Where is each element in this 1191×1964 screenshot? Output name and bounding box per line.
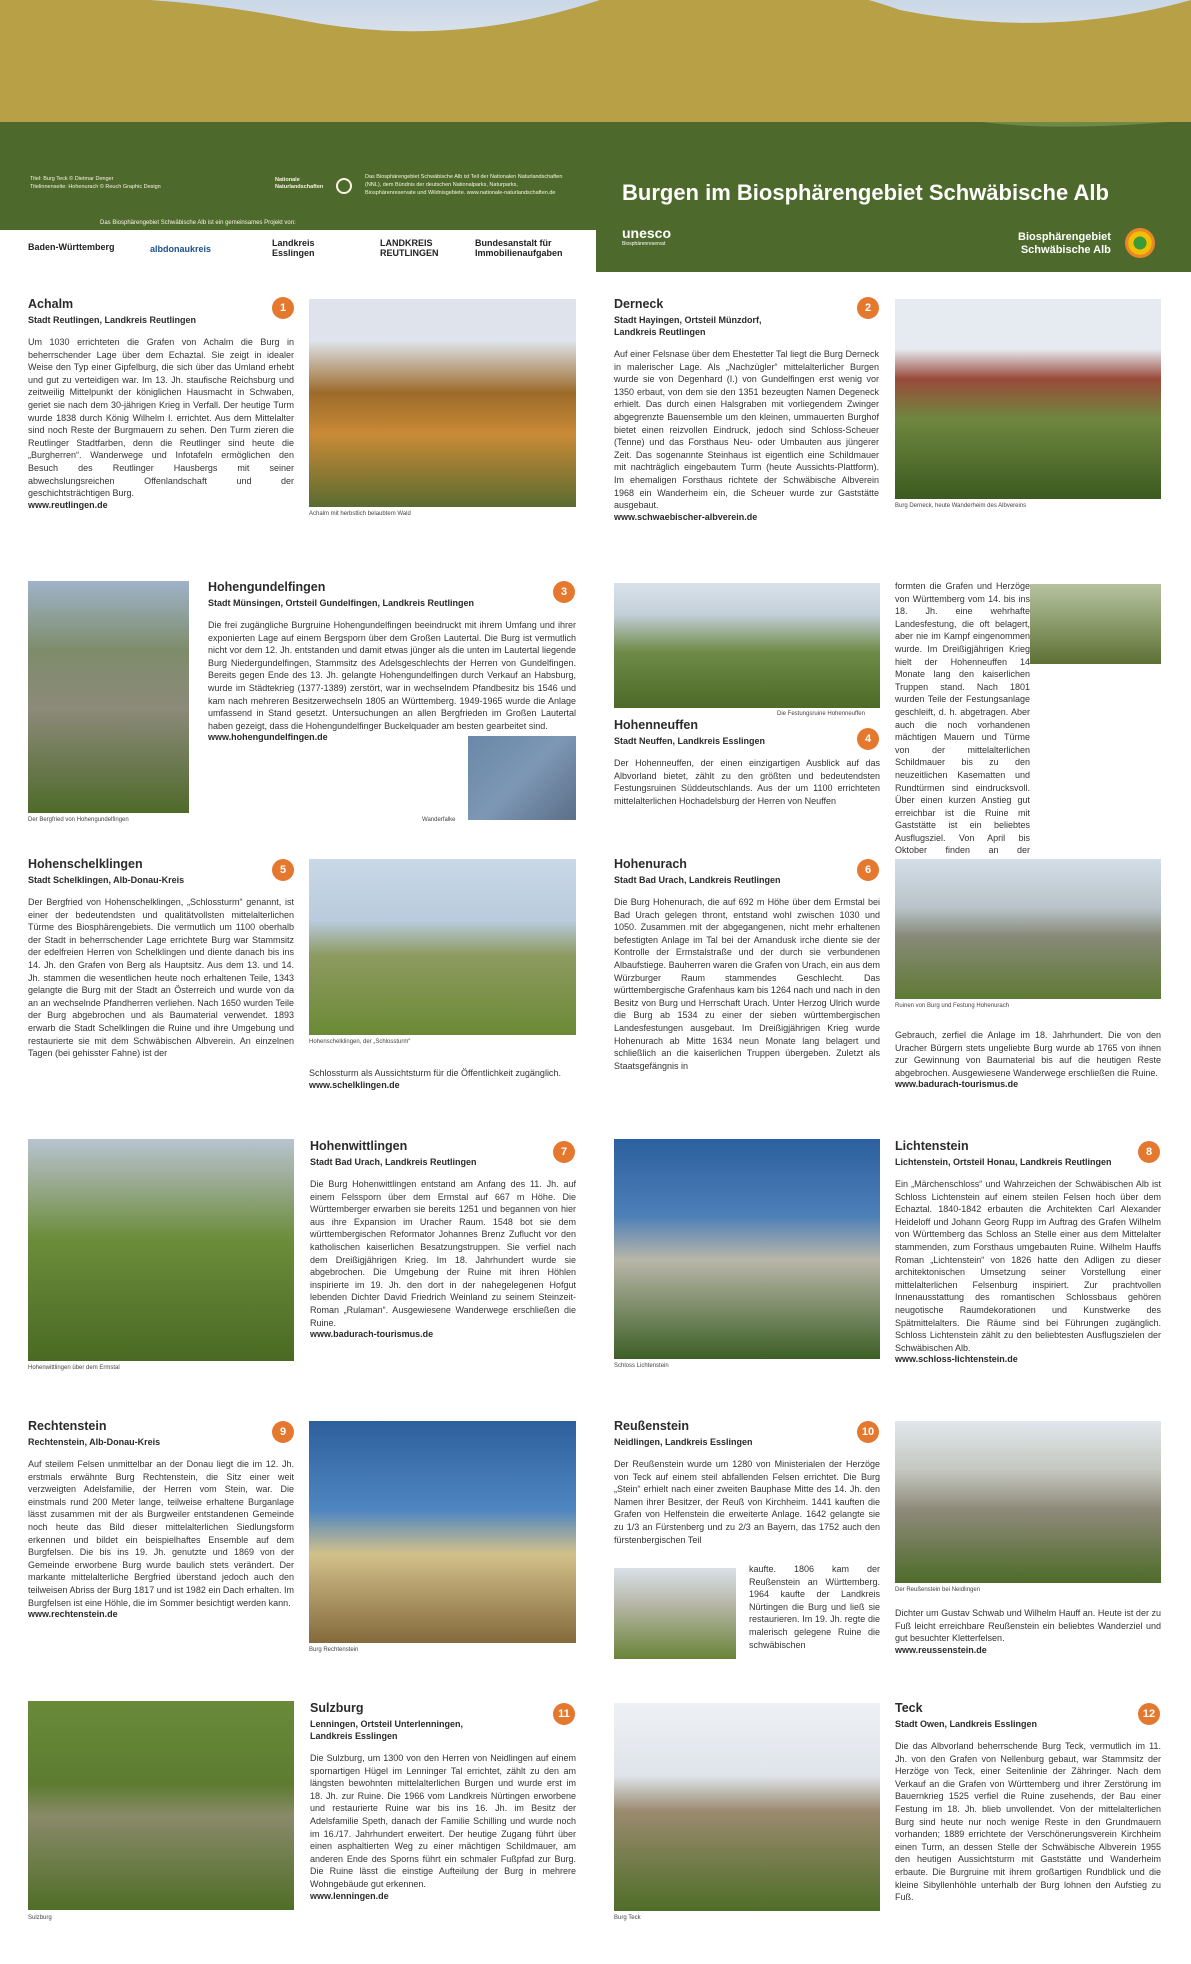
castle-number-badge: 4 xyxy=(857,728,879,750)
castle-link[interactable]: www.hohengundelfingen.de xyxy=(208,732,328,743)
photo-caption: Der Bergfried von Hohengundelfingen xyxy=(28,817,129,823)
castle-location: Lenningen, Ortsteil Unterlenningen, Landkreis Esslingen xyxy=(310,1719,464,1741)
photo-rechtenstein xyxy=(309,1421,576,1643)
castle-location: Stadt Bad Urach, Landkreis Reutlingen xyxy=(614,875,781,885)
castle-number-badge: 11 xyxy=(553,1703,575,1725)
photo-caption: Sulzburg xyxy=(28,1915,52,1921)
photo-caption: Der Reußenstein bei Neidlingen xyxy=(895,1587,981,1593)
photo-derneck xyxy=(895,299,1161,499)
logo-baden-wuerttemberg: Baden-Württemberg xyxy=(28,242,115,252)
castle-number-badge: 8 xyxy=(1138,1141,1160,1163)
castle-hohenschelklingen-cont xyxy=(309,1067,576,1090)
photo-credits: Titel: Burg Teck © Dietmar Denger Titelinnenseite: Hohenurach © Reuch Graphic Design xyxy=(30,176,161,190)
photo-caption: Ruinen von Burg und Festung Hohenurach xyxy=(895,1003,1010,1009)
sponsor-logos xyxy=(0,230,596,275)
castle-number-badge: 2 xyxy=(857,297,879,319)
castle-reussenstein xyxy=(614,1419,880,1546)
castle-number-badge: 6 xyxy=(857,859,879,881)
castle-text: Auf steilem Felsen unmittelbar an der Donau liegt die im 12. Jh. erstmals erwähnte Burg Rechtenstein, die Sitz einer weit verzweigten Adelsfamilie, der Herren vom Stein, war. Die einstmals rund 200 Meter lange, teilweise erhaltene Burganlage lässt zusammen mit der als Burgweiler entstandenen Gemeinde noch heute das Bild dieser mittelalterlichen Siedlungsform erkennen und bildet ein beispielhaftes Ensemble auf dem Burgfelsen. Die bis ins 19. Jh. genutzte und 1869 von der Gemeinde erworbene Burg wurde baulich stets verändert. Der markante mittelalterliche Bergfried überstand jedoch auch den teilweisen Abriss der Burg 1817 und ist 1982 ein Dach erhalten. Im Burgfelsen ist eine Höhle, die im Sommer besichtigt werden kann. xyxy=(28,1459,294,1608)
castle-title: Lichtenstein xyxy=(895,1139,969,1153)
castle-number-badge: 5 xyxy=(272,859,294,881)
np-logo-icon xyxy=(336,178,352,194)
photo-lichtenstein xyxy=(614,1139,880,1359)
castle-title: Hohenwittlingen xyxy=(310,1139,408,1153)
castle-location: Neidlingen, Landkreis Esslingen xyxy=(614,1437,753,1447)
logo-reutlingen: LANDKREIS REUTLINGEN xyxy=(380,238,439,258)
castle-lichtenstein xyxy=(895,1139,1161,1364)
castle-number-badge: 3 xyxy=(553,581,575,603)
castle-link[interactable]: www.lenningen.de xyxy=(310,1890,389,1901)
photo-achalm xyxy=(309,299,576,507)
castle-location: Stadt Bad Urach, Landkreis Reutlingen xyxy=(310,1157,477,1167)
castle-title: Reußenstein xyxy=(614,1419,690,1433)
photo-hohenschelklingen xyxy=(309,859,576,1035)
castle-text: Schlossturm als Aussichtsturm für die Öffentlichkeit zugänglich. xyxy=(309,1068,561,1078)
photo-reussenstein-small xyxy=(614,1568,736,1659)
castle-hohenurach xyxy=(614,857,880,1072)
castle-title: Hohenschelklingen xyxy=(28,857,143,871)
photo-caption: Burg Derneck, heute Wanderheim des Albvereins xyxy=(895,503,1027,509)
np-label: Nationale Naturlandschaften xyxy=(275,177,324,190)
castle-title: Rechtenstein xyxy=(28,1419,107,1433)
np-description: Das Biosphärengebiet Schwäbische Alb ist Teil der Nationalen Naturlandschaften (NNL), dem Bündnis der deutschen Nationalparks, Naturparks, Biosphärenreservate und Wildnisgebiete. www.nationale-naturlandschaften.de xyxy=(365,174,563,196)
photo-teck xyxy=(614,1703,880,1911)
castle-text: Dichter um Gustav Schwab und Wilhelm Hauff an. Heute ist der zu Fuß leicht erreichbare Reußenstein ein beliebtes Wanderziel und gut besuchter Kletterfelsen. xyxy=(895,1608,1161,1644)
castle-location: Stadt Neuffen, Landkreis Esslingen xyxy=(614,736,766,746)
castle-text: Der Reußenstein wurde um 1280 von Ministerialen der Herzöge von Teck auf einem steil abfallenden Felsen errichtet. Die Burg „Stein“ erhielt nach einer zweiten Bauphase Mitte des 14. Jh. den Namen ihrer Besitzer, der Reuß von Kirchheim. 1441 kauften die Grafen von Helfenstein die erweiterte Anlage. 1642 gelangte sie zu 1/3 an Fürstenberg und zu 2/3 an Bayern, das 1752 auch den fürstenbergischen Teil xyxy=(614,1459,880,1545)
photo-hohenurach xyxy=(895,859,1161,999)
castle-sulzburg xyxy=(310,1701,576,1901)
castle-title: Derneck xyxy=(614,297,664,311)
gold-band xyxy=(0,0,1191,122)
castle-text: Gebrauch, zerfiel die Anlage im 18. Jahrhundert. Die von den Uracher Bürgern stets ungeliebte Burg wurde ab 1765 von ihnen zur Gewinnung von Baumaterial bis auf die heutigen Reste abgebrochen. Ausgewiesene Wanderwege erschließen die Ruine. xyxy=(895,1030,1161,1078)
castle-text: Die Burg Hohenwittlingen entstand am Anfang des 11. Jh. auf einem Felssporn über dem Ermstal auf 667 m Höhe. Die Württemberger erwarben sie bereits 1251 und begannen von hier aus ihre Expansion im Uracher Raum. 1548 bot sie dem württembergischen Reformator Johannes Brenz Zuflucht vor den katholischen kaiserlichen Besatzungstruppen. Sie verfiel nach dem Dreißigjährigen Krieg. Im 18. Jahrhundert wurde sie abgebrochen. Die Umgebung der Ruine mit ihren Höhlen inspirierte im 19. Jh. den dort in der nahegelegenen Hofgut lebenden Dichter David Friedrich Weinland zu seinem Steinzeit-Roman „Rulaman“. Ausgewiesene Wanderwege erschließen die Ruine. xyxy=(310,1179,576,1328)
castle-text: Der Bergfried von Hohenschelklingen, „Schlossturm“ genannt, ist einer der bedeutendsten und qualitätvollsten mittelalterlichen Türme des Biosphärengebiets. Die vermutlich um 1100 oberhalb der Stadt in beherrschender Lage errichtete Burg war Stammsitz der edelfreien Herren von Schelklingen und diente danach bis ins 14. Jh. den Grafen von Berg als Hauptsitz. Aus dem 13. und 14. Jh. stammen die wesentlichen heute noch erhaltenen Teile, 1343 gelangte die Burg mit der Stadt an Österreich und wurde von da an an wechselnde Pfandherren verliehen. Nach 1650 wurden Teile der Burg abgebrochen und als Baumaterial verwendet. 1893 erwarb die Stadt Schelklingen die Ruine und ihre Umgebung und restaurierte sie mit dem Schwäbischen Albverein. An einzelnen Tagen (bei gehisster Fahne) ist der xyxy=(28,897,294,1059)
castle-title: Hohenneuffen xyxy=(614,718,699,732)
photo-wanderfalke xyxy=(468,736,576,820)
photo-sulzburg xyxy=(28,1701,294,1910)
photo-hohenwittlingen xyxy=(28,1139,294,1361)
logo-esslingen: Landkreis Esslingen xyxy=(272,238,315,258)
castle-link[interactable]: www.schwaebischer-albverein.de xyxy=(614,511,758,522)
castle-link[interactable]: www.reussenstein.de xyxy=(895,1644,987,1655)
unesco-label: unesco xyxy=(622,225,672,241)
biosphere-logo-icon xyxy=(1125,228,1155,258)
castle-number-badge: 9 xyxy=(272,1421,294,1443)
castle-number-badge: 10 xyxy=(857,1421,879,1443)
photo-caption: Hohenwittlingen über dem Ermstal xyxy=(28,1365,120,1371)
castle-link[interactable]: www.schelklingen.de xyxy=(309,1079,400,1090)
castle-hohenneuffen xyxy=(614,718,880,807)
castle-location: Stadt Münsingen, Ortsteil Gundelfingen, Landkreis Reutlingen xyxy=(208,598,475,608)
castle-number-badge: 12 xyxy=(1138,1703,1160,1725)
castle-title: Achalm xyxy=(28,297,74,311)
page-title: Burgen im Biosphärengebiet Schwäbische Alb xyxy=(622,180,1109,205)
photo-hohenneuffen-aerial xyxy=(1030,584,1161,664)
unesco-logo xyxy=(622,225,671,247)
photo-caption: Achalm mit herbstlich belaubtem Wald xyxy=(309,511,411,517)
castle-title: Hohengundelfingen xyxy=(208,580,326,594)
castle-text: Um 1030 errichteten die Grafen von Achalm die Burg in beherrschender Lage über dem Echaztal. Sie zeigt in idealer Weise den Typ einer Gipfelburg, die sich über das Umland erhebt und gut zu verteidigen war. Im 13. Jh. staufische Reichsburg und zeitweilig Mittelpunkt der königlichen Hausmacht in Schwaben, geriet sie nach dem 30-jährigen Krieg in Verfall. Der heutige Turm wurde 1838 durch König Wilhelm I. errichtet. Aus dem Mittelalter sind noch Reste der Burgmauern zu sehen. Den Turm zieren die Reutlinger Stadtfarben, denn die Reutlinger sind heute die „Burgherren“. Wanderwege und Infotafeln ermöglichen den Besuch des Reutlinger Hausbergs mit seiner abwechslungsreichen Offenlandschaft und der geschichtsträchtigen Burg. xyxy=(28,337,294,499)
castle-achalm xyxy=(28,297,294,510)
castle-link[interactable]: www.badurach-tourismus.de xyxy=(310,1329,434,1340)
castle-location: Stadt Reutlingen, Landkreis Reutlingen xyxy=(28,315,197,325)
castle-text: Die frei zugängliche Burgruine Hohengundelfingen beeindruckt mit ihrem Umfang und ihrer exponierten Lage auf einem Bergsporn über dem Großen Lautertal. Die Burg ist vermutlich nicht vor dem 12. Jh. entstanden und damit etwas jünger als die unten im Lautertal liegende Burg Niedergundelfingen, Stammsitz des Adelsgeschlechts der Herren von Gundelfingen. Bereits gegen Ende des 13. Jh. gelangte Hohengundelfingen durch Verkauf an Habsburg, wurde im Städtekrieg (1377-1389) zerstört, war in wechselndem Pfandbesitz bis 1546 und kam nach mehreren Besitzerwechseln 1805 an Württemberg. 1949-1965 wurde die Anlage umfassend in Stand gesetzt. Untersuchungen an allen Bergfrieden im Großen Lautertal haben gezeigt, dass die Hohengundelfinger Buckelquader am besten gearbeitet sind. xyxy=(208,620,576,731)
unesco-sub: Biosphärenreservat xyxy=(622,241,666,247)
castle-link[interactable]: www.rechtenstein.de xyxy=(28,1609,118,1620)
castle-text: Die das Albvorland beherrschende Burg Teck, vermutlich im 11. Jh. von den Grafen von Nellenburg gebaut, war Stammsitz der Herzöge von Teck, einer Seitenlinie der Zähringer. Nach dem Verkauf an die Grafen von Württemberg und ihrer Zerstörung im Bauernkrieg 1525 verfiel die Ruine zusehends, der Bau einer Festung im 18. Jh. blieb unvollendet. Von der mittelalterlichen Burg sind heute nur noch wenige Reste in den Grundmauern vorhanden; 1889 errichtete der Verschönerungsverein Kirchheim einen Turm, an dessen Stelle der Schwäbische Albverein 1955 den heutigen Aussichtsturm mit Gaststätte und Wanderheim erbaute. Die Burgruine mit ihrem großartigen Rundblick und die kleine Sibyllenhöhle unterhalb der Burg lohnen den Aufstieg zu Fuß. xyxy=(895,1741,1161,1903)
castle-title: Hohenurach xyxy=(614,857,687,871)
castle-title: Teck xyxy=(895,1701,923,1715)
castle-location: Stadt Hayingen, Ortsteil Münzdorf, Landkreis Reutlingen xyxy=(614,315,762,337)
photo-caption: Burg Rechtenstein xyxy=(309,1647,359,1653)
castle-location: Rechtenstein, Alb-Donau-Kreis xyxy=(28,1437,161,1447)
photo-caption: Schloss Lichtenstein xyxy=(614,1363,669,1369)
castle-hohengundelfingen xyxy=(208,580,576,742)
logo-albdonaukreis: albdonaukreis xyxy=(150,244,212,254)
castle-link[interactable]: www.reutlingen.de xyxy=(28,499,108,510)
castle-link[interactable]: www.badurach-tourismus.de xyxy=(895,1079,1019,1090)
photo-caption: Hohenschelklingen, der „Schlossturm“ xyxy=(309,1039,411,1045)
biosphere-name: Biosphärengebiet Schwäbische Alb xyxy=(1018,231,1111,256)
castle-location: Stadt Owen, Landkreis Esslingen xyxy=(895,1719,1038,1729)
logo-bima: Bundesanstalt für Immobilienaufgaben xyxy=(475,238,563,258)
photo-caption: Wanderfalke xyxy=(422,817,456,823)
castle-number-badge: 7 xyxy=(553,1141,575,1163)
castle-hohenurach-cont xyxy=(895,1029,1161,1089)
castle-location: Stadt Schelklingen, Alb-Donau-Kreis xyxy=(28,875,185,885)
photo-caption: Burg Teck xyxy=(614,1915,641,1921)
castle-reussenstein-cont2 xyxy=(895,1607,1161,1655)
castle-hohenwittlingen xyxy=(310,1139,576,1339)
castle-link[interactable]: www.schloss-lichtenstein.de xyxy=(895,1354,1018,1365)
castle-reussenstein-cont xyxy=(749,1563,880,1651)
castle-number-badge: 1 xyxy=(272,297,294,319)
castle-text: Die Burg Hohenurach, die auf 692 m Höhe über dem Ermstal bei Bad Urach gelegen thront, entstand wohl zwischen 1030 und 1050. Zusammen mit der abgegangenen, nicht mehr erhaltenen befestigten Anlage im Tal bei der Amandusk irche diente sie der Kontrolle der Ermstalstraße und der durch sie verbundenen Albaufstiege. Bauherren waren die Grafen von Urach, ein aus dem Würzburger Raum stammendes Geschlecht. Das württembergische Grafenhaus kam bis 1264 nach und nach in den Besitz von Burg und Herrschaft Urach. Unter Herzog Ulrich wurde die Burg ab 1534 zu einer der sieben württembergischen Landesfestungen ausgebaut. Im Dreißigjährigen Krieg wurde Hohenurach ab Mitte 1634 neun Monate lang belagert und schließlich an die kaiserlichen Truppen übergeben. Zuletzt als Staatsgefängnis in xyxy=(614,897,880,1071)
photo-caption: Die Festungsruine Hohenneuffen xyxy=(777,711,865,717)
photo-hohenneuffen xyxy=(614,583,880,708)
castle-text: Ein „Märchenschloss“ und Wahrzeichen der Schwäbischen Alb ist Schloss Lichtenstein auf einem steilen Felsen hoch über dem Echaztal. 1840-1842 erbauten die Architekten Carl Alexander Heideloff und Johann Georg Rupp im Auftrag des Grafen Wilhelm von Württemberg das Schloss an Stelle einer aus dem Mittelalter stammenden, zum Forsthaus umgebauten Ruine. Wilhelm Hauffs Roman „Lichtenstein“ von 1826 hatte den Adligen zu dieser architektonischen Umsetzung seiner Vorstellung einer mittelalterlichen Felsenburg inspiriert. Zur prachtvollen Innenausstattung des romantischen Schlossbaus gehören neugotische Raumdekorationen und Kunstwerke des Spätmittelalters. Die Räume sind bei Führungen zugänglich. Schloss Lichtenstein zählt zu den beliebtesten Ausflugszielen der Schwäbischen Alb. xyxy=(895,1179,1161,1353)
photo-hohengundelfingen xyxy=(28,581,189,813)
castle-text: Der Hohenneuffen, der einen einzigartigen Ausblick auf das Albvorland bietet, zählt zu den größten und bedeutendsten Festungsruinen Süddeutschlands. Aus der um 1100 errichteten mittelalterlichen Hochadelsburg der Herren von Neuffen xyxy=(614,758,880,806)
castle-rechtenstein xyxy=(28,1419,294,1619)
castle-text: kaufte. 1806 kam der Reußenstein an Württemberg. 1964 kaufte der Landkreis Nürtingen die Burg und ließ sie restaurieren. Im 19. Jh. regte die malerisch gelegene Ruine die schwäbischen xyxy=(749,1564,880,1650)
castle-hohenschelklingen xyxy=(28,857,294,1060)
castle-teck xyxy=(895,1701,1161,1904)
castle-derneck xyxy=(614,297,879,522)
castle-text: formten die Grafen und Herzöge von Württemberg vom 14. bis ins 18. Jh. eine wehrhafte Landesfestung, die oft belagert, aber nie im Kampf eingenommen wurde. Im Dreißigjährigen Krieg hielt der Hohenneuffen 14 Monate lang den kaiserlichen Truppen stand. Nach 1801 wurden Teile der Festungsanlage geschleift, d. h. abgetragen. Aber auch die noch vorhandenen mächtigen Mauern und Türme von der mittelalterlichen Schildmauer bis zu den neuzeitlichen Kasematten und Rundtürmen sind eindrucksvoll. Über einen kurzen Anstieg gut erreichbar ist die Ruine mit Gaststätte ist ein beliebtes Ausflugsziel. Von April bis Oktober finden an der xyxy=(895,581,1030,856)
sponsor-line: Das Biosphärengebiet Schwäbische Alb ist ein gemeinsames Projekt von: xyxy=(100,220,296,226)
castle-text: Die Sulzburg, um 1300 von den Herren von Neidlingen auf einem spornartigen Hügel im Lenninger Tal errichtet, zählt zu den am längsten bewohnten mittelalterlichen Burgen und wurde erst im 18. Jh. zur Ruine. Die 1966 vom Landkreis Nürtingen erworbene und restaurierte Ruine war bis ins 16. Jh. im Besitz der Adelsfamilie Speth, danach der Familie Schilling und wurde noch im 16./17. Jahrhundert erweitert. Der heutige Zugang führt über einen asphaltierten Weg zu einer mächtigen Schildmauer, am anderen Ende des Sporns führt ein schmaler Fußpfad zur Burg. Die Ruine lässt die einstige Aufteilung der Burg in mehrere Wohngebäude gut erkennen. xyxy=(310,1753,576,1889)
castle-title: Sulzburg xyxy=(310,1701,364,1715)
castle-location: Lichtenstein, Ortsteil Honau, Landkreis Reutlingen xyxy=(895,1157,1112,1167)
photo-reussenstein xyxy=(895,1421,1161,1583)
castle-text: Auf einer Felsnase über dem Ehestetter Tal liegt die Burg Derneck in malerischer Lage. Als „Nachzügler“ mittelalterlicher Burgen wurde sie von Degenhard (I.) von Gundelfingen erst wenig vor 1350 erbaut, von dem sie den 1351 bezeugten Namen Degeneck erhielt. Das durch einen Halsgraben mit vorliegendem Zwinger abgegrenzte Bauensemble um den kleinen, ummauerten Burghof bietet einen reizvollen Eindruck, jedoch sind Schloss-Scheuer (Tenne) und das Forsthaus Neu- oder Umbauten aus jüngerer Zeit. Das sogenannte Steinhaus ist eigentlich eine Schildmauer mit nachträglich eingebautem Turm (heute Aussichts-Plattform). Im ehemaligen Forsthaus richtete der Schwäbische Albverein 1968 ein Wanderheim ein, die Scheuer wurde zur Gaststätte ausgebaut. xyxy=(614,349,879,511)
